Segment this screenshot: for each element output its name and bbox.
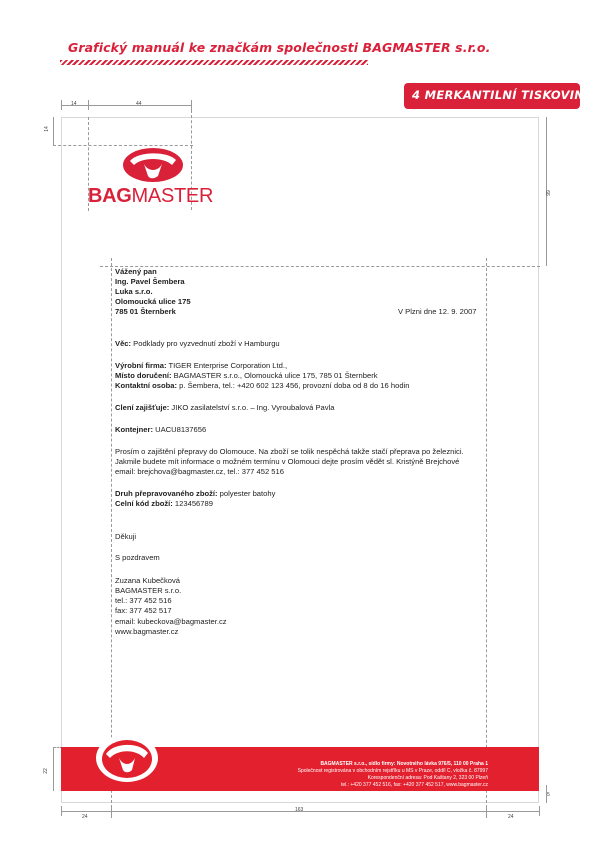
guide-text-right [486,258,487,818]
dimension-line-footer [53,747,54,791]
customs-line: Celní kód zboží: 123456789 [115,499,213,508]
dim-left-margin: 14 [71,101,77,107]
dimension-line-top [61,105,191,106]
logo-word-master: MASTER [131,185,214,207]
container-line: Kontejner: UACU8137656 [115,425,207,434]
tick [61,806,62,816]
tick [61,100,62,110]
hatch-decoration [60,60,368,65]
manufacturer-line: Výrobní firma: TIGER Enterprise Corporation Ltd., [115,361,288,370]
signature-line: BAGMASTER s.r.o. [115,586,182,595]
logo-wordmark [88,185,213,208]
dim-bottom-left: 24 [82,814,88,820]
signature-line: tel.: 377 452 516 [115,596,172,605]
subject-line: Věc: Podklady pro vyzvednutí zboží v Hamburgu [115,339,280,348]
closing: S pozdravem [115,553,160,562]
dim-top-margin: 14 [43,126,50,132]
recipient-line: 785 01 Šternberk [115,307,176,316]
contact-line: Kontaktní osoba: p. Šembera, tel.: +420 602 123 456, provozní doba od 8 do 16 hodin [115,381,410,390]
dim-bottom-right: 24 [508,814,514,820]
dim-content-width: 163 [295,807,304,813]
place-date: V Plzni dne 12. 9. 2007 [398,307,477,316]
recipient-line: Ing. Pavel Šembera [115,277,185,286]
tick [486,806,487,816]
recipient-line: Vážený pan [115,267,157,276]
footer-logo-mark-icon [92,728,162,790]
footer-address-line: Korespondenční adresa: Pod Kaštany 2, 323 00 Plzeň [367,775,488,781]
signature-line: email: kubeckova@bagmaster.cz [115,617,227,626]
guide-header-bottom [100,266,540,267]
tick [88,100,89,110]
footer-company-line: BAGMASTER s.r.o., sídlo firmy: Novotného lávka 976/5, 110 00 Praha 1 [320,761,488,767]
footer-registry-line: Společnost registrována v obchodním rejstříku u MS v Praze, oddíl C, vložka č. 87997 [297,768,488,774]
footer-contact-line: tel.: +420 377 452 516, fax: +420 377 452 517, www.bagmaster.cz [340,782,488,788]
tick [539,806,540,816]
dim-footer-height: 22 [42,768,49,774]
paragraph-line: Jakmile budete mít informace o možném termínu v Olomouci dejte prosím vědět sl. Kristýně Brejchové [115,457,460,466]
tick [111,806,112,816]
delivery-line: Místo doručení: BAGMASTER s.r.o., Olomoucká ulice 175, 785 01 Šternberk [115,371,378,380]
signature-line: Zuzana Kubečková [115,576,181,585]
tick [191,100,192,110]
paragraph-line: email: brejchova@bagmaster.cz, tel.: 377 452 516 [115,467,284,476]
dim-footer-offset: 5 [547,792,550,798]
clearance-line: Clení zajišťuje: JIKO zasilatelství s.r.o. – Ing. Vyroubalová Pavla [115,403,335,412]
section-tab-label: 4 MERKANTILNÍ TISKOVINY [412,88,593,102]
paragraph-line: Prosím o zajištění přepravy do Olomouce. Na zboží se tolik nespěchá takže stačí přeprava po železnici. [115,447,464,456]
recipient-line: Olomoucká ulice 175 [115,297,191,306]
manual-title: Grafický manuál ke značkám společnosti BAGMASTER s.r.o. [68,40,491,55]
signature-line: fax: 377 452 517 [115,606,172,615]
dim-header-height: 99 [545,190,552,196]
bagmaster-logo-icon [114,144,192,184]
dim-logo-width: 44 [136,101,142,107]
dimension-line-left [53,117,54,145]
logo-word-bag: BAG [88,185,132,207]
goods-line: Druh přepravovaného zboží: polyester batohy [115,489,276,498]
signature-line: www.bagmaster.cz [115,627,179,636]
thanks: Děkuji [115,532,137,541]
recipient-line: Luka s.r.o. [115,287,153,296]
